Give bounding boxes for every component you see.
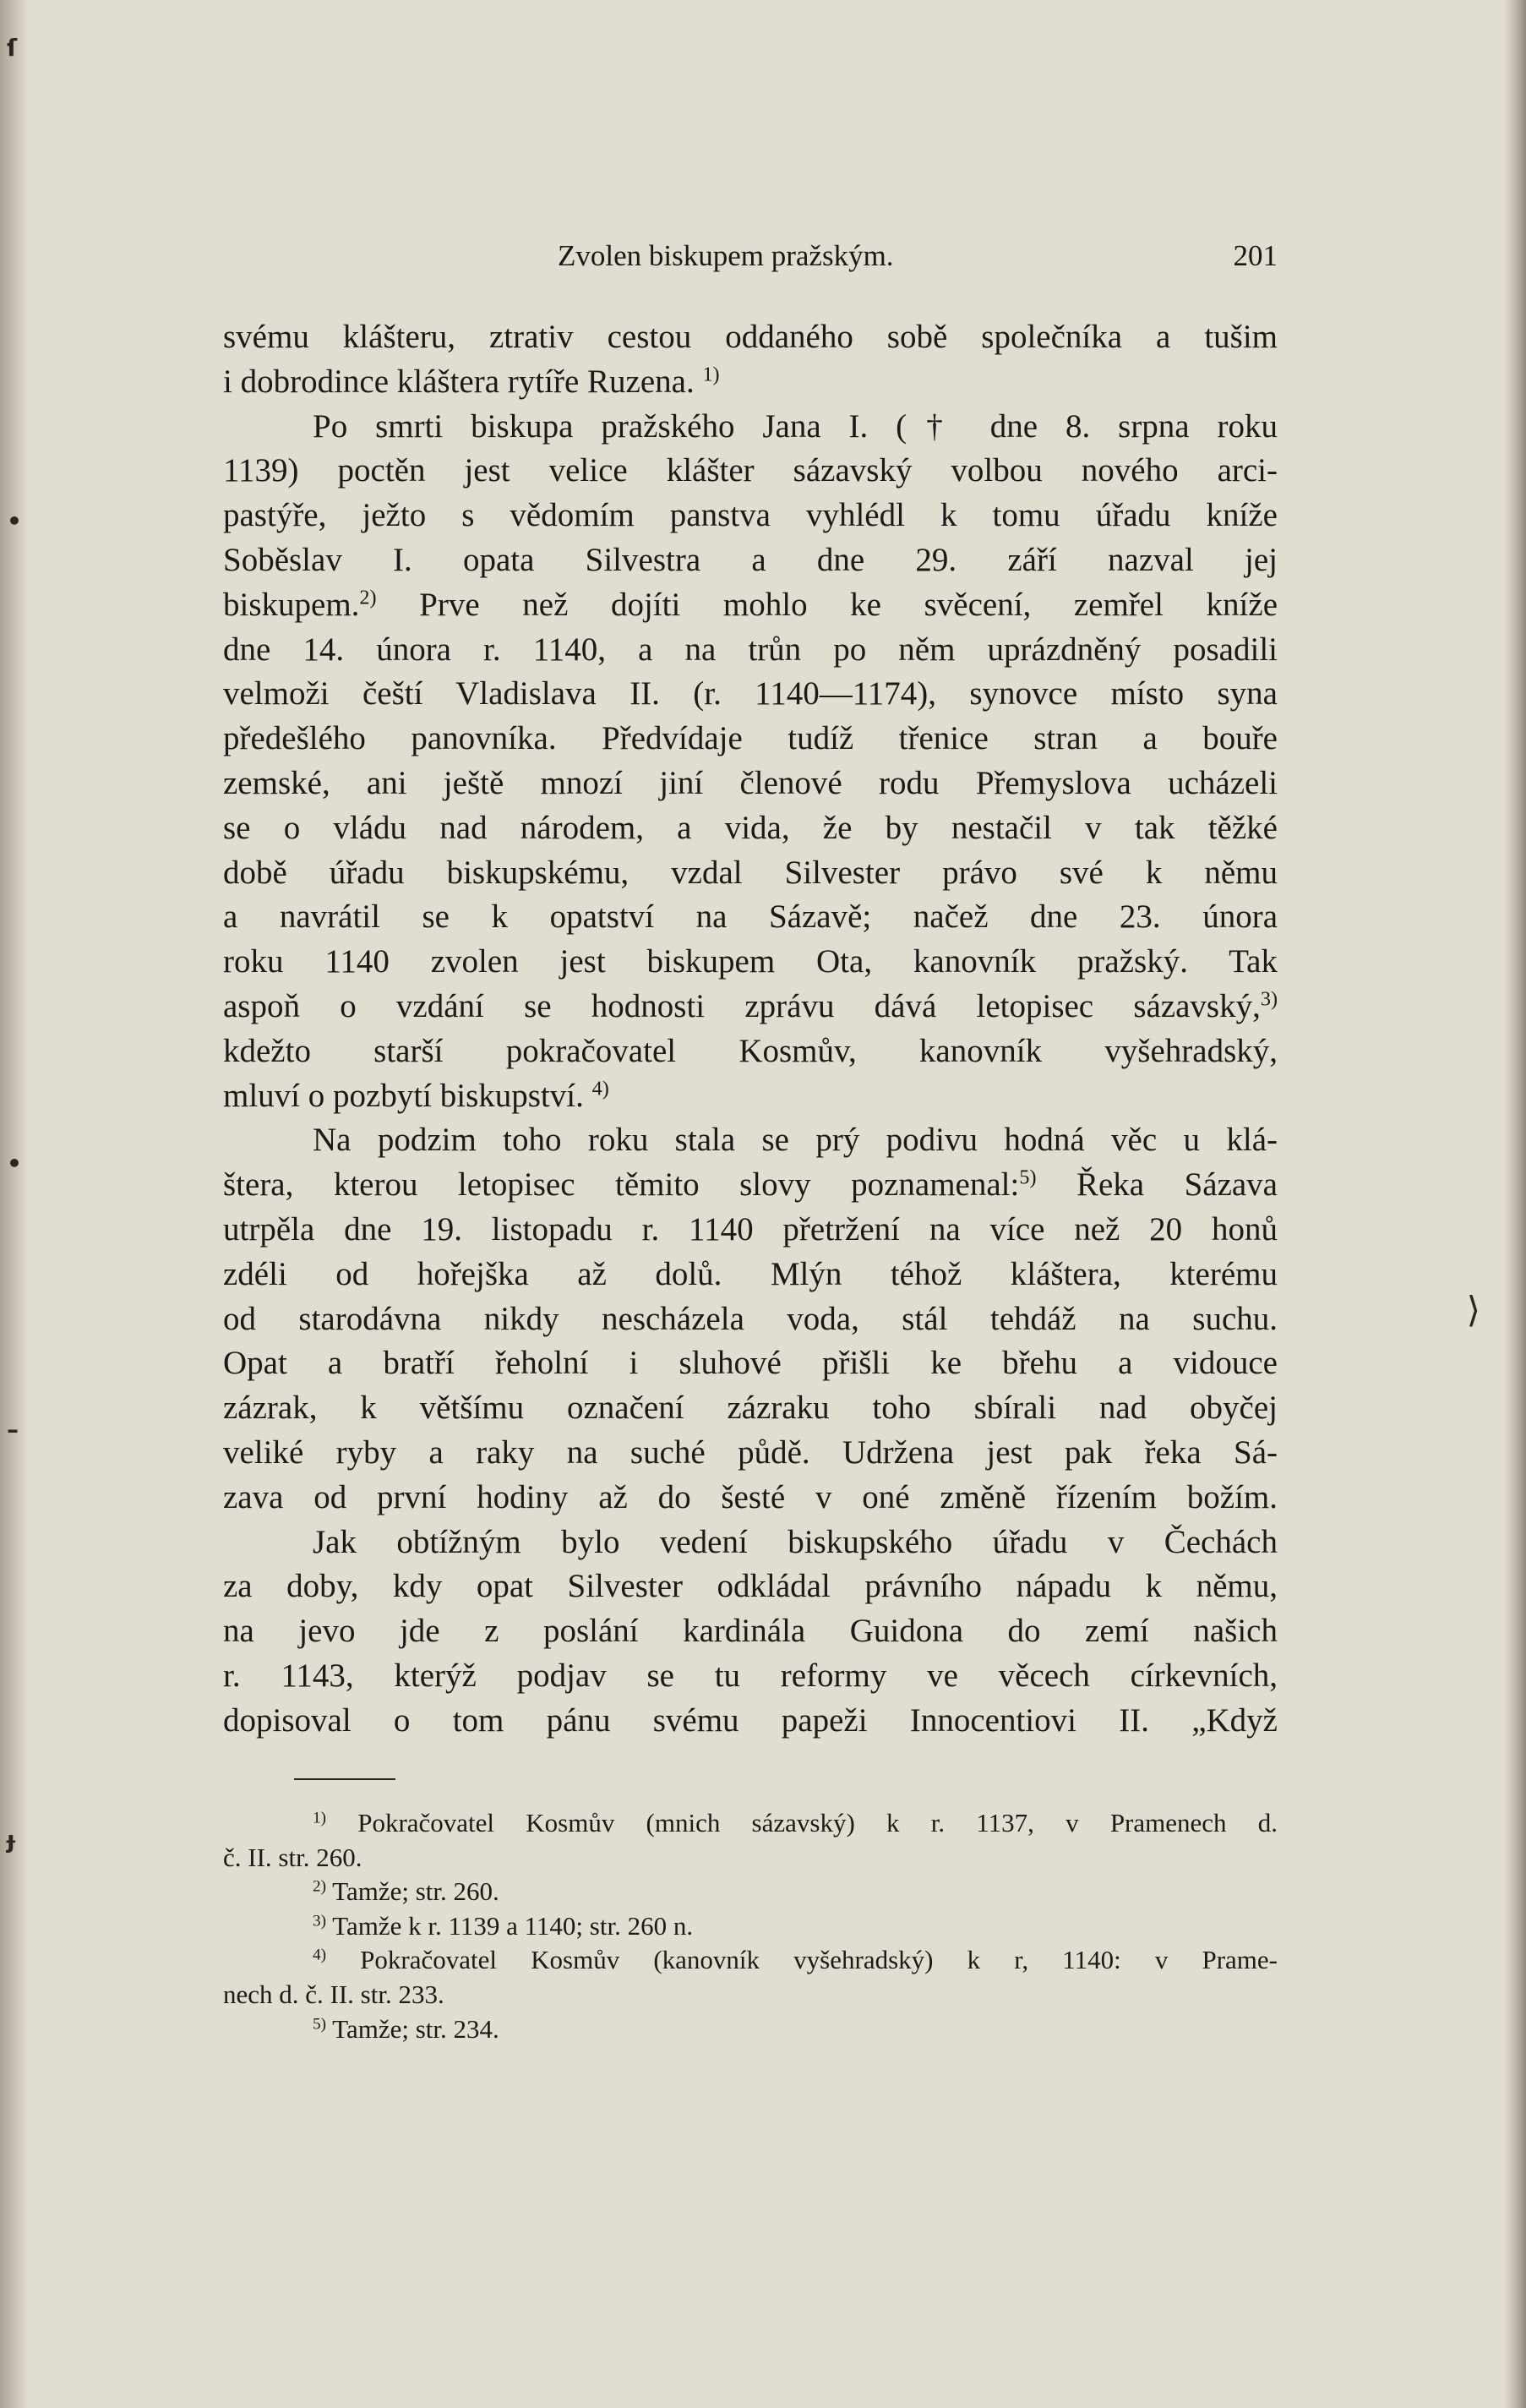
text-line xyxy=(223,583,1278,628)
text-span: mluví o pozbytí biskupství. xyxy=(223,1077,584,1114)
text-line xyxy=(223,985,1278,1029)
text-span: i dobrodince kláštera rytíře Ruzena. xyxy=(223,363,695,400)
text-line: zava od první hodiny až do šesté v oné změně řízením božím. xyxy=(223,1478,1278,1515)
text-line: zdéli od hořejška až dolů. Mlýn téhož kláštera, kterému xyxy=(223,1255,1278,1292)
page-right-edge xyxy=(1504,0,1526,2408)
text-span: štera, kterou letopisec těmito slovy poznamenal: xyxy=(223,1166,1020,1204)
footnote-ref: 3) xyxy=(1260,987,1278,1011)
margin-annotation-mark: ⟩ xyxy=(1466,1289,1480,1330)
text-line: 1139) poctěn jest velice klášter sázavský volbou nového arci- xyxy=(223,452,1278,489)
footnote xyxy=(223,2012,1278,2047)
footnote-marker: 1) xyxy=(313,1809,326,1827)
text-line: Soběslav I. opata Silvestra a dne 29. září nazval jej xyxy=(223,541,1278,578)
text-line: se o vládu nad národem, a vida, že by nestačil v tak těžké xyxy=(223,809,1278,846)
text-line xyxy=(223,1074,1278,1119)
text-line: dopisoval o tom pánu svému papeži Innocentiovi II. „Když xyxy=(223,1701,1278,1739)
text-line: svému klášteru, ztrativ cestou oddaného sobě společníka a tušim xyxy=(223,319,1278,355)
footnote-text: Pokračovatel Kosmův (mnich sázavský) k r. 1137, v Pramenech d. xyxy=(357,1808,1278,1837)
text-line: zázrak, k většímu označení zázraku toho sbírali nad obyčej xyxy=(223,1390,1278,1427)
footnote-marker: 3) xyxy=(313,1912,326,1930)
page-binding-edge xyxy=(0,0,29,2408)
text-line: na jevo jde z poslání kardinála Guidona do zemí našich xyxy=(223,1613,1278,1650)
body-text xyxy=(223,315,1278,1744)
footnote-text: Pokračovatel Kosmův (kanovník vyšehradský) k r, 1140: v Prame- xyxy=(360,1945,1278,1975)
text-line: pastýře, ježto s vědomím panstva vyhlédl k tomu úřadu kníže xyxy=(223,497,1278,534)
footnote xyxy=(223,1875,1278,1909)
text-span: Řeka Sázava xyxy=(1076,1166,1278,1204)
text-line xyxy=(223,1163,1278,1208)
footnote-marker: 4) xyxy=(313,1946,326,1964)
footnote-ref: 4) xyxy=(591,1077,609,1100)
text-span: Prve než dojíti mohlo ke svěcení, zemřel kníže xyxy=(419,586,1278,623)
binding-mark: • xyxy=(7,507,22,535)
running-header xyxy=(223,239,1278,290)
text-line: kdežto starší pokračovatel Kosmův, kanovník vyšehradský, xyxy=(223,1032,1278,1069)
running-title: Zvolen biskupem pražským. xyxy=(558,239,894,272)
text-line: roku 1140 zvolen jest biskupem Ota, kanovník pražský. Tak xyxy=(223,943,1278,980)
footnote-continuation: nech d. č. II. str. 233. xyxy=(223,1979,444,2009)
footnote-continuation: č. II. str. 260. xyxy=(223,1842,362,1872)
binding-mark: ɟ xyxy=(7,1826,15,1854)
footnote-ref: 2) xyxy=(359,586,377,609)
footnote-marker: 2) xyxy=(313,1877,326,1896)
footnote-text: Tamže; str. 234. xyxy=(332,2013,499,2044)
text-line: a navrátil se k opatství na Sázavě; načež dne 23. února xyxy=(223,898,1278,936)
text-line: Na podzim toho roku stala se prý podivu hodná věc u klá- xyxy=(313,1122,1278,1159)
text-line: Opat a bratří řeholní i sluhové přišli ke břehu a vidouce xyxy=(223,1345,1278,1382)
text-line: za doby, kdy opat Silvester odkládal právního nápadu k němu, xyxy=(223,1568,1278,1605)
text-line: předešlého panovníka. Předvídaje tudíž třenice stran a bouře xyxy=(223,720,1278,757)
footnote-ref: 1) xyxy=(702,363,720,386)
text-line: od starodávna nikdy nescházela voda, stál tehdáž na suchu. xyxy=(223,1300,1278,1337)
text-line xyxy=(223,360,1278,405)
footnote xyxy=(223,1806,1278,1841)
page-number: 201 xyxy=(1233,239,1278,272)
text-line: velmoži čeští Vladislava II. (r. 1140—1174), synovce místo syna xyxy=(223,675,1278,713)
text-line: Jak obtížným bylo vedení biskupského úřadu v Čechách xyxy=(313,1523,1278,1560)
text-span: biskupem. xyxy=(223,586,360,623)
footnote-ref: 5) xyxy=(1019,1166,1037,1189)
binding-mark: ſ xyxy=(7,34,18,62)
text-line: zemské, ani ještě mnozí jiní členové rodu Přemyslova ucházeli xyxy=(223,764,1278,801)
footnote xyxy=(223,1909,1278,1944)
text-line: dne 14. února r. 1140, a na trůn po něm uprázdněný posadili xyxy=(223,631,1278,668)
text-line: utrpěla dne 19. listopadu r. 1140 přetržení na více než 20 honů xyxy=(223,1210,1278,1248)
text-line: r. 1143, kterýž podjav se tu reformy ve věcech církevních, xyxy=(223,1657,1278,1694)
footnote-marker: 5) xyxy=(313,2015,326,2033)
binding-mark: – xyxy=(7,1416,19,1444)
footnote-separator xyxy=(294,1778,395,1780)
footnote-text: Tamže; str. 260. xyxy=(332,1876,499,1907)
text-line: Po smrti biskupa pražského Jana I. († dne 8. srpna roku xyxy=(313,407,1278,445)
footnote-text: Tamže k r. 1139 a 1140; str. 260 n. xyxy=(332,1910,694,1941)
footnote xyxy=(223,1943,1278,1978)
text-line: veliké ryby a raky na suché půdě. Udržena jest pak řeka Sá- xyxy=(223,1433,1278,1471)
footnotes xyxy=(223,1806,1278,2046)
binding-mark: • xyxy=(7,1149,22,1177)
text-line: době úřadu biskupskému, vzdal Silvester právo své k němu xyxy=(223,854,1278,891)
text-span: aspoň o vzdání se hodnosti zprávu dává letopisec sázavský, xyxy=(223,987,1261,1024)
